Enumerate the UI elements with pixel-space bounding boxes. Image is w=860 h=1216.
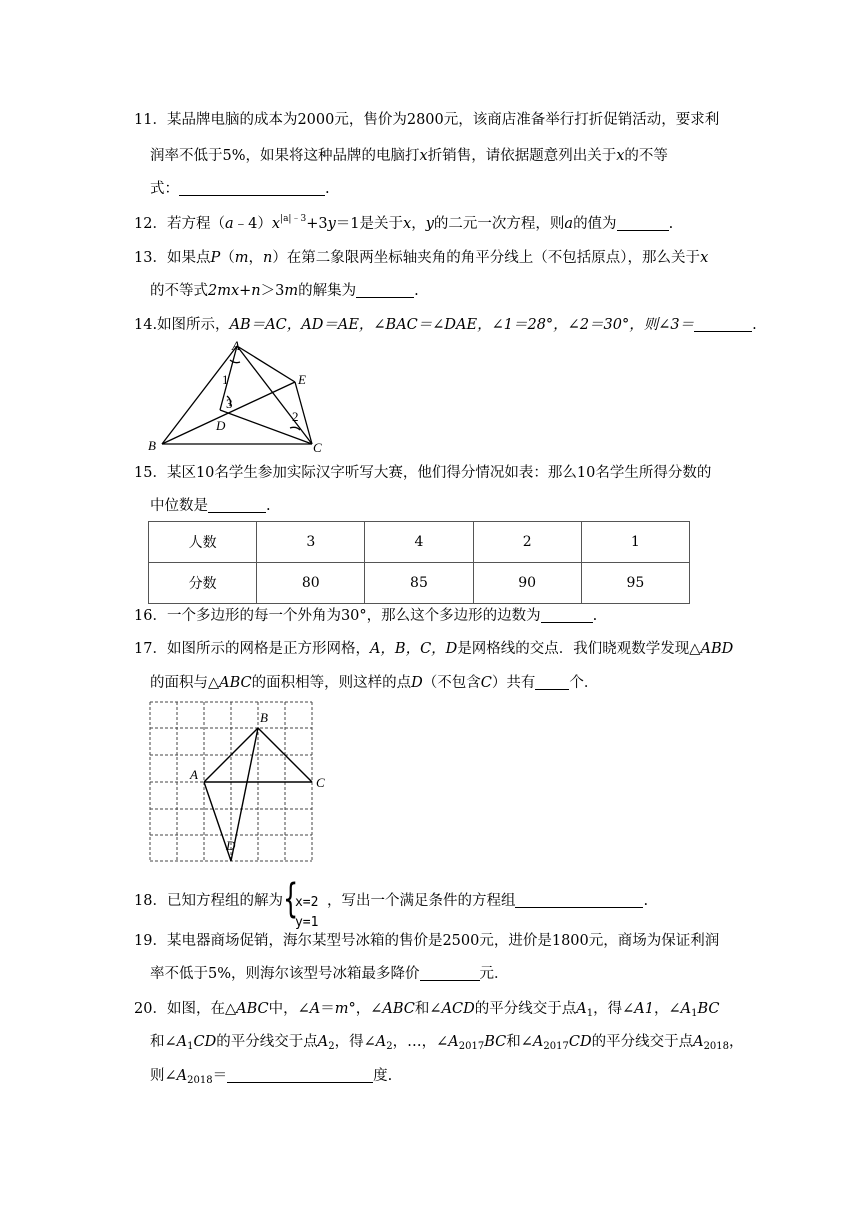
q20-l2s: 的平分线交于点 <box>591 1034 694 1050</box>
q17-label-D: D <box>226 838 236 853</box>
q13-m: m <box>234 250 249 266</box>
q20-l1s: BC <box>697 1001 720 1017</box>
q11-text3: 式： <box>150 181 179 197</box>
q13-t3: ， <box>248 250 263 266</box>
q15-text1: 某区10名学生参加实际汉字听写大赛，他们得分情况如表：那么10名学生所得分数的 <box>166 465 712 481</box>
q20-l3e: 度. <box>373 1068 393 1084</box>
q20-l1c: 中，∠ <box>268 1001 310 1017</box>
q14-angle1-arc <box>230 360 240 363</box>
table-cell: 分数 <box>149 563 257 604</box>
q20-l2q: 2017 <box>543 1041 569 1052</box>
q16-number: 16． <box>134 608 167 624</box>
q13-l2c: 的解集为 <box>298 283 357 299</box>
q17-l2a: 的面积与△ <box>150 675 220 691</box>
q17-label-B: B <box>260 710 268 725</box>
q12-end: . <box>668 216 674 232</box>
q17-l2b: ABC <box>219 675 252 691</box>
table-cell: 90 <box>473 563 581 604</box>
q13-line1 <box>134 250 708 267</box>
q17-l1a: 如图所示的网格是正方形网格， <box>166 641 370 657</box>
q20-l1g: °，∠ <box>348 1001 383 1017</box>
q15-score-table <box>148 521 690 604</box>
q20-l1k: 的平分线交于点 <box>474 1001 577 1017</box>
table-row <box>149 563 690 604</box>
table-cell: 95 <box>581 563 689 604</box>
q19-text2: 率不低于5%，则海尔该型号冰箱最多降价 <box>150 966 420 982</box>
q20-l2e: 的平分线交于点 <box>216 1034 318 1050</box>
q20-l2k: ，…，∠ <box>392 1034 449 1050</box>
q20-l2c: 1 <box>187 1041 194 1052</box>
q19-end: 元． <box>479 966 509 982</box>
q20-l2n: BC <box>484 1034 507 1050</box>
q20-l1f: m <box>334 1001 349 1017</box>
table-cell: 1 <box>581 522 689 563</box>
q20-l2t: A <box>693 1034 704 1050</box>
q13-t4: ）在第二象限两坐标轴夹角的角平分线上（不包括原点），那么关于 <box>272 250 701 266</box>
q11-answer-blank[interactable] <box>179 181 325 196</box>
q11-var-x2: x <box>616 148 625 164</box>
q20-l1m: 1 <box>586 1008 594 1019</box>
q17-l2c: 的面积相等，则这样的点 <box>251 675 412 691</box>
q13-x: x <box>700 250 709 266</box>
q12-t5: x <box>403 216 412 232</box>
q20-l2l: A <box>448 1034 459 1050</box>
q20-l3d: ＝ <box>212 1068 228 1084</box>
q18-t1: 已知方程组的解为 <box>166 893 283 909</box>
q17-line2 <box>150 675 598 692</box>
q17-number: 17． <box>134 641 167 657</box>
q18-line <box>134 876 649 930</box>
q20-l2r: CD <box>568 1034 592 1050</box>
q14-number: 14. <box>134 317 158 333</box>
q12-t7: y <box>425 216 434 232</box>
q14-segment-AB <box>162 346 237 444</box>
q18-end: . <box>643 893 649 909</box>
q19-line1 <box>134 933 719 950</box>
table-cell: 人数 <box>149 522 257 563</box>
q20-l3a: 则∠ <box>150 1068 177 1084</box>
q12-t6: ， <box>411 216 426 232</box>
q17-line1 <box>134 641 733 658</box>
q18-equation-system <box>282 876 327 930</box>
q20-l1d: A <box>309 1001 321 1017</box>
q11-var-x: x <box>419 148 428 164</box>
q20-l2m: 2017 <box>458 1041 485 1052</box>
q20-l2f: A <box>317 1034 329 1050</box>
table-cell: 2 <box>473 522 581 563</box>
q17-answer-blank[interactable] <box>535 675 569 690</box>
q14-angle-label-1: 1 <box>222 372 229 387</box>
q12-y: y <box>327 216 336 232</box>
q20-l1l: A <box>576 1001 587 1017</box>
q18-eq2: y=1 <box>294 915 319 930</box>
q13-number: 13． <box>134 250 167 266</box>
q11-text2b: 折销售，请依据题意列出关于 <box>427 148 617 164</box>
q14-end: . <box>752 317 757 333</box>
q11-line1 <box>134 112 719 129</box>
q19-line2 <box>150 966 509 983</box>
q12-x: x <box>271 216 281 232</box>
q17-label-A: A <box>190 767 198 782</box>
q14-triangle-figure <box>140 338 340 456</box>
q20-l2v: ， <box>729 1034 744 1050</box>
q14-angle-label-3: 3 <box>226 396 233 411</box>
q14-label-B: B <box>148 438 156 453</box>
q15-text2: 中位数是 <box>150 498 208 514</box>
q14-angle2-arc <box>290 427 300 430</box>
q13-ineq: 2mx+n <box>208 283 261 299</box>
q20-l1r: 1 <box>691 1008 698 1019</box>
q17-l2d: D <box>411 675 423 691</box>
q13-l2b: ＞3 <box>260 283 285 299</box>
q15-end: . <box>266 498 271 514</box>
q14-condition: AB＝AC，AD＝AE，∠BAC＝∠DAE，∠1＝28°，∠2＝30°，则∠3＝ <box>229 317 695 333</box>
q20-line3 <box>150 1068 392 1085</box>
q11-number: 11． <box>134 112 167 128</box>
q20-l1h: ABC <box>382 1001 415 1017</box>
table-cell: 3 <box>257 522 365 563</box>
table-cell: 85 <box>365 563 473 604</box>
q20-l2g: 2 <box>328 1041 335 1052</box>
q20-l2d: CD <box>193 1034 217 1050</box>
q20-l1q: A <box>680 1001 692 1017</box>
q20-l1a: 如图，在△ <box>166 1001 237 1017</box>
q17-l2f: C <box>480 675 492 691</box>
q14-segment-AC <box>237 346 312 444</box>
q13-P: P <box>210 250 221 266</box>
left-brace-icon: { <box>282 876 299 922</box>
q14-angle-label-2: 2 <box>292 409 299 424</box>
q19-answer-blank[interactable] <box>420 966 480 981</box>
q20-l1j: ACD <box>441 1001 475 1017</box>
q20-l1n: ，得∠ <box>593 1001 635 1017</box>
q12-t10: 的值为 <box>573 216 617 232</box>
q20-l2h: ，得∠ <box>334 1034 376 1050</box>
table-cell: 4 <box>365 522 473 563</box>
q14-label-E: E <box>298 372 306 387</box>
q13-l2a: 的不等式 <box>150 283 208 299</box>
q12-t1: 若方程（ <box>166 216 225 232</box>
q14-label-C: C <box>313 440 322 455</box>
q13-t2: （ <box>220 250 235 266</box>
q12-answer-blank[interactable] <box>617 216 669 231</box>
q16-line <box>134 608 597 625</box>
q20-l1p: ，∠ <box>653 1001 681 1017</box>
q12-t3: +3 <box>306 216 328 232</box>
q11-end: . <box>325 181 330 197</box>
q20-l1e: ＝ <box>320 1001 335 1017</box>
q17-label-C: C <box>316 775 325 790</box>
table-row <box>149 522 690 563</box>
q20-answer-blank[interactable] <box>227 1068 373 1083</box>
q20-l3b: A <box>176 1068 188 1084</box>
q12-line <box>134 216 673 233</box>
q14-label-A: A <box>232 338 240 353</box>
q14-segment-AE <box>237 346 295 382</box>
q11-text2c: 的不等 <box>624 148 668 164</box>
q12-t9: a <box>564 216 574 232</box>
q17-grid-figure <box>146 698 336 866</box>
q19-number: 19． <box>134 933 167 949</box>
q20-l2o: 和∠ <box>506 1034 533 1050</box>
table-cell: 80 <box>257 563 365 604</box>
q16-end: . <box>592 608 598 624</box>
q20-l2j: 2 <box>386 1041 393 1052</box>
q11-text2a: 润率不低于5%，如果将这种品牌的电脑打 <box>150 148 420 164</box>
q17-l2h: 个． <box>569 675 599 691</box>
q11-text1: 某品牌电脑的成本为2000元，售价为2800元，该商店准备举行打折促销活动，要求利 <box>166 112 720 128</box>
q17-l2g: ）共有 <box>491 675 536 691</box>
q15-answer-blank[interactable] <box>208 498 266 513</box>
q13-n: n <box>262 250 273 266</box>
q16-answer-blank[interactable] <box>541 608 593 623</box>
q20-line1 <box>134 1001 720 1018</box>
q18-eq1: x=2 <box>294 895 319 910</box>
q20-l3c: 2018 <box>187 1075 213 1086</box>
q13-line2 <box>150 283 419 300</box>
q16-text: 一个多边形的每一个外角为30°，那么这个多边形的边数为 <box>166 608 541 624</box>
q18-answer-blank[interactable] <box>515 893 643 908</box>
q20-l1o: A1 <box>634 1001 654 1017</box>
q17-l1d: ABD <box>700 641 734 657</box>
q14-label-D: D <box>216 418 226 433</box>
q15-line2 <box>150 498 271 515</box>
q13-end: . <box>414 283 419 299</box>
q20-l2a: 和∠ <box>150 1034 177 1050</box>
q20-line2 <box>150 1034 744 1051</box>
q13-answer-blank[interactable] <box>356 283 414 298</box>
q20-l2b: A <box>176 1034 188 1050</box>
q20-l2i: A <box>375 1034 387 1050</box>
q11-line2 <box>150 148 668 165</box>
q20-l2u: 2018 <box>703 1041 730 1052</box>
q12-t8: 的二元一次方程，则 <box>433 216 565 232</box>
q18-t2: ，写出一个满足条件的方程组 <box>326 893 516 909</box>
q12-exponent: |a|﹣3 <box>280 214 307 224</box>
q20-number: 20． <box>134 1001 167 1017</box>
q17-l1c: 是网格线的交点．我们晓观数学发现△ <box>457 641 701 657</box>
q15-line1 <box>134 465 711 482</box>
q19-text1: 某电器商场促销，海尔某型号冰箱的售价是2500元，进价是1800元，商场为保证利润 <box>166 933 720 949</box>
q13-m2: m <box>284 283 299 299</box>
q18-number: 18． <box>134 893 167 909</box>
q12-a: a <box>224 216 234 232</box>
q14-answer-blank[interactable] <box>694 317 752 332</box>
q14-text: 如图所示， <box>157 317 230 333</box>
q20-l1b: ABC <box>236 1001 269 1017</box>
q11-line3 <box>150 181 330 198</box>
q12-number: 12． <box>134 216 167 232</box>
q12-t2: ﹣4） <box>233 216 272 232</box>
q17-l2e: （不包含 <box>422 675 481 691</box>
q14-line <box>134 317 757 334</box>
q20-l1i: 和∠ <box>414 1001 442 1017</box>
q17-l1b: A，B，C，D <box>369 641 458 657</box>
q13-t1: 如果点 <box>166 250 211 266</box>
q15-number: 15． <box>134 465 167 481</box>
q12-t4: ＝1是关于 <box>335 216 404 232</box>
q20-l2p: A <box>532 1034 544 1050</box>
